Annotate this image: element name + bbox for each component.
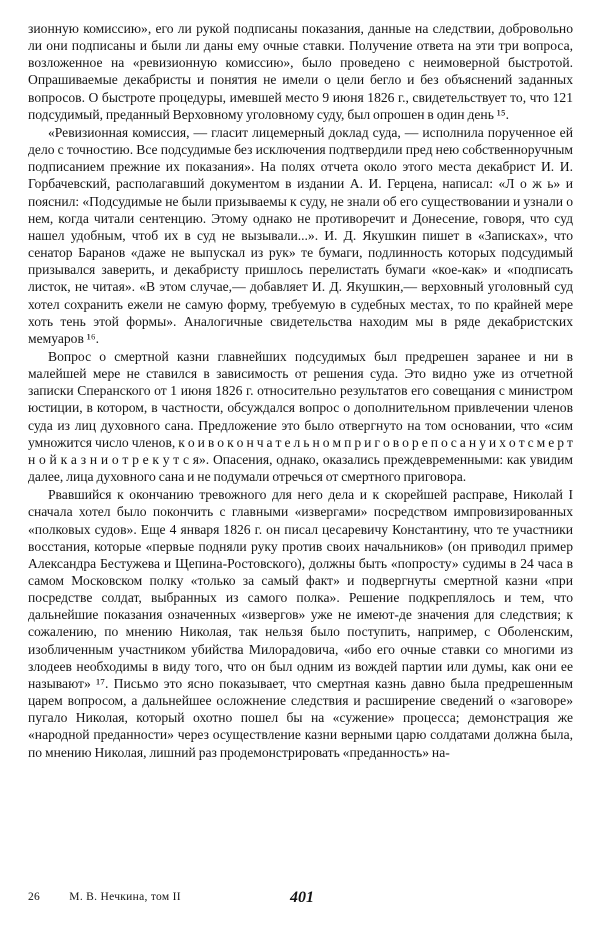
paragraph-2: «Ревизионная комиссия, — гласит лицемерный доклад суда, — исполнила порученное ей дело с точностию. Все подсудимые без исключения подтвердили пред нею собственноручным подписанием прежние их показания». На полях отчета около этого места декабрист И. И. Горбачевский, располагавший документом в издании А. И. Герцена, написал: «Л о ж ь» и пояснил: «Подсудимые не были призываемы к суду, не знали об его существовании и узнали о нем, когда читали сентенцию. Этому однако не противоречит и Донесение, говоря, что суд нашел удобным, чтоб их в суд не вызывали...». И. Д. Якушкин пишет в «Записках», что сенатор Баранов «даже не выпускал из рук» те бумаги, подлинность которых подсудимый призывался заверить, и декабристу пришлось перелистать бумаги «кое-как» и «подписать листок, не читая». «В этом случае,— добавляет И. Д. Якушкин,— верховный уголовный суд хотел сохранить ежели не самую форму, требуемую в судебных местах, то по крайней мере хоть тень этой формы». Аналогичные свидетельства находим мы в ряде декабристских мемуаров ¹⁶. (28, 124, 573, 346)
printer-signature (28, 891, 181, 903)
paragraph-1: зионную комиссию», его ли рукой подписаны показания, данные на следствии, добровольно ли они подписаны и были ли даны ему очные ставки. Получение ответа на эти три вопроса, возложенное на «ревизионную комиссию», было проведено с неимоверной быстротой. Опрашиваемые декабристы и понятия не имели о цели беглo и без объяснений заданных вопросов. О быстроте процедуры, имевшей место 9 июня 1826 г., свидетельствует то, что 121 подсудимый, преданный Верховному уголовному суду, был опрошен в один день ¹⁵. (28, 21, 573, 122)
signature-text: М. В. Нечкина, том II (69, 891, 181, 903)
book-page (28, 20, 573, 920)
paragraph-3: Вопрос о смертной казни главнейших подсудимых был предрешен заранее и ни в малейшей мере не ставился в зависимость от решения суда. Это видно уже из отчетной записки Сперанского от 1 июня 1826 г. относительно результатов его совещания с министром юстиции, в котором, в частности, обсуждался вопрос о дополнительном привлечении членов суда из лиц духовного сана. Предложение это было отвергнуто на том основании, что «сим умножится число членов, к о и в о к о н ч а т е л ь н о м п р и г о в о р е п о с а н у и х о т с м е р т н о й к а з н и о т р е к у т с я». Опасения, однако, оказались преждевременными: как увидим далее, лица духовного сана и не подумали отречься от смертного приговора. (28, 348, 573, 485)
paragraph-4: Рвавшийся к окончанию тревожного для него дела и к скорейшей расправе, Николай I сначала хотел было покончить с главными «извергами» посредством импровизированных «полковых судов». Еще 4 января 1826 г. он писал цесаревичу Константину, что те участники восстания, которые «первые подняли руку против своих начальников» (он приводил пример Александра Бестужева и Щепина-Ростовского), должны быть «попросту» судимы в 24 часа в самом Московском полку «только за самый факт» и подвергнуты смертной казни «при посредстве солдат, выбранных из самого полка». Решение подкреплялось и тем, что дальнейшие показания означенных «извергов» уже не имеют-де значения для следствия; к сожалению, по мнению Николая, так нельзя было поступить, например, с Оболенским, изобличенным участником убийства Милорадовича, «ибо его очные ставки со многими из злодеев необходимы в виду того, что он был одним из вождей партии или думы, как они ее называют» ¹⁷. Письмо это ясно показывает, что смертная казнь давно была предрешенным царем вопросом, а дальнейшее осложнение следствия и расширение сведений о «заговоре» пугало Николая, который охотно пошел бы на «сужение» процесса; демонстрация же «народной преданности» через осуществление казни верными царю солдатами должна была, по мнению Николая, лишний раз продемонстрировать «преданность» на- (28, 487, 573, 760)
page-footer (28, 887, 573, 917)
signature-number: 26 (28, 891, 41, 903)
page-number: 401 (290, 889, 314, 906)
